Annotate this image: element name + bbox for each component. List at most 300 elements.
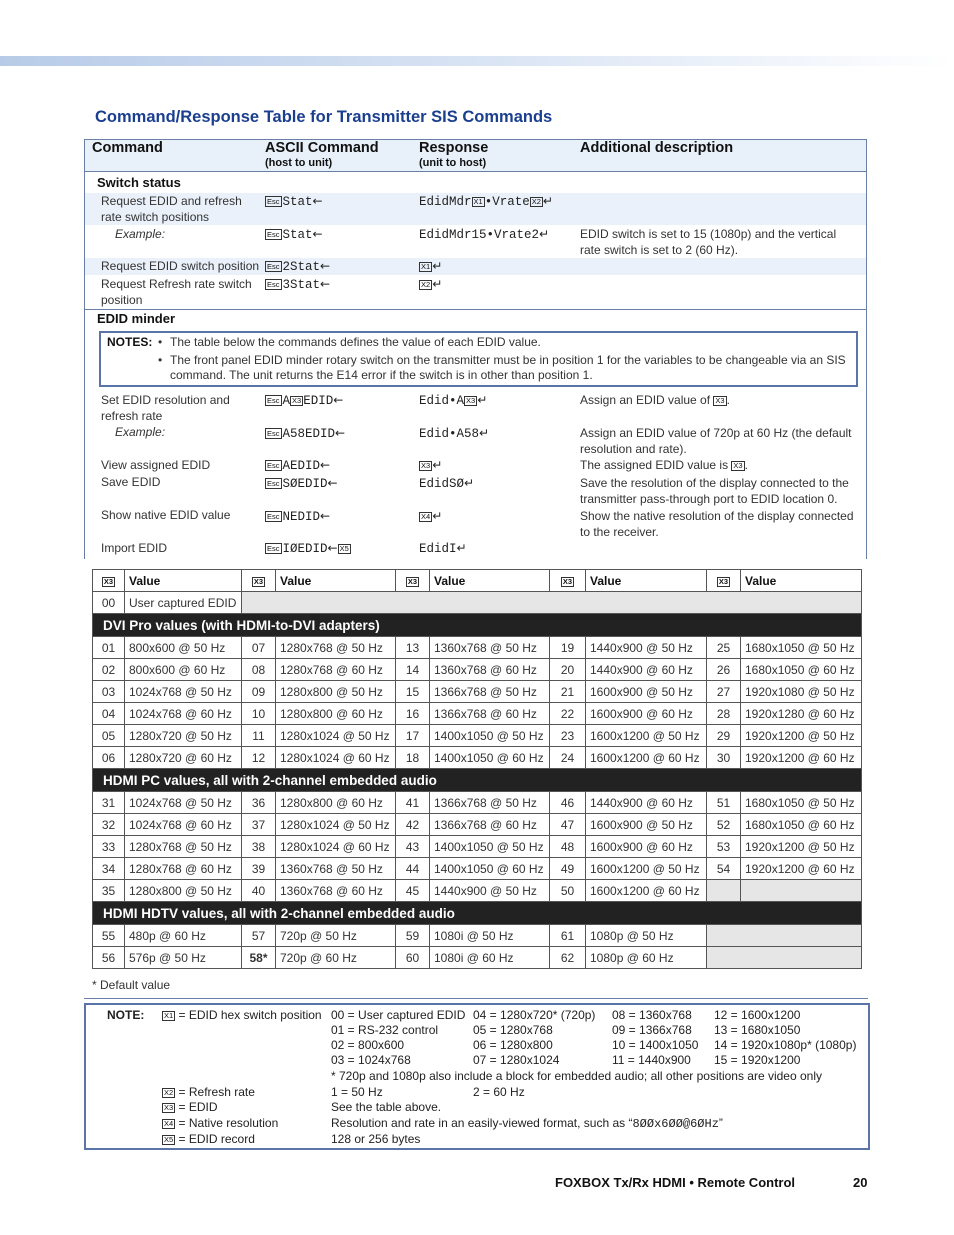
table-cell: 00 [93,592,125,614]
table-cell: 1080p @ 60 Hz [586,947,707,969]
table-cell: 35 [93,880,125,902]
desc-show-native: Show the native resolution of the display connected to the receiver. [580,509,854,539]
example-label: Example: [115,425,166,439]
table-cell: 26 [707,659,741,681]
cmd-view-edid: View assigned EDID [101,458,211,472]
table-cell: 40 [242,880,276,902]
edid-values-table [92,569,862,969]
x3-column-header [550,570,586,592]
response-set-edid: Edid•A X3 ↵ [419,393,488,408]
table-cell: 29 [707,725,741,747]
x2-variable-icon: X2 [164,1088,174,1097]
note-x1-footnote: * 720p and 1080p also include a block for embedded audio; all other positions are video only [331,1069,823,1083]
table-cell: 1600x900 @ 50 Hz [586,814,707,836]
table-cell: 15 [396,681,430,703]
table-cell: 47 [550,814,586,836]
x1-value: 05 = 1280x768 [473,1023,553,1037]
desc-set-edid: Assign an EDID value of X3 . [580,393,730,407]
table-row [93,836,862,858]
table-cell: 21 [550,681,586,703]
table-cell: 1600x900 @ 60 Hz [586,703,707,725]
esc-key-icon: Esc [267,479,280,488]
table-cell: 32 [93,814,125,836]
table-cell: 1920x1280 @ 60 Hz [741,703,862,725]
table-cell: 1600x1200 @ 50 Hz [586,725,707,747]
note-x3-value: See the table above. [331,1100,442,1114]
table-cell: 27 [707,681,741,703]
table-cell: 1920x1200 @ 60 Hz [741,747,862,769]
table-row [93,703,862,725]
table-cell: 1280x768 @ 50 Hz [276,637,396,659]
table-cell: 28 [707,703,741,725]
x1-value: 13 = 1680x1050 [714,1023,801,1037]
response-edidi: EdidI↵ [419,541,467,556]
table-cell: 05 [93,725,125,747]
x1-variable-icon: X1 [421,262,431,271]
esc-key-icon: Esc [267,512,280,521]
x3-variable-icon: X3 [103,576,114,586]
table-cell: 1680x1050 @ 50 Hz [741,637,862,659]
x3-variable-icon: X3 [292,396,302,405]
table-cell: 59 [396,925,430,947]
table-cell: 1024x768 @ 60 Hz [125,703,242,725]
table-cell-empty [707,880,741,902]
table-cell: 576p @ 50 Hz [125,947,242,969]
table-cell: 1280x1024 @ 60 Hz [276,836,396,858]
table-cell: 03 [93,681,125,703]
table-cell: 13 [396,637,430,659]
x1-value: 08 = 1360x768 [612,1008,692,1022]
cmd-request-edid-refresh: Request EDID and refresh rate switch positions [101,194,242,224]
table-cell: 1280x1024 @ 50 Hz [276,725,396,747]
table-cell: 08 [242,659,276,681]
example-label: Example: [115,227,166,241]
header-response-sub: (unit to host) [419,157,487,169]
table-cell: 11 [242,725,276,747]
x3-variable-icon: X3 [421,461,431,470]
note-x5-value: 128 or 256 bytes [331,1132,421,1146]
x2-variable-icon: X2 [421,280,431,289]
table-cell: 62 [550,947,586,969]
left-arrow-icon: ← [320,458,331,472]
table-cell: 06 [93,747,125,769]
esc-key-icon: Esc [267,396,280,405]
enter-icon: ↵ [432,259,443,273]
section-title-hdmi-pc: HDMI PC values, all with 2-channel embedded audio [93,769,862,792]
response-x2 [419,277,442,292]
table-cell: 1366x768 @ 50 Hz [430,681,550,703]
table-cell: 56 [93,947,125,969]
note-x2-value-2: 2 = 60 Hz [473,1085,525,1099]
x1-value: 14 = 1920x1080p* (1080p) [714,1038,857,1052]
table-cell: 52 [707,814,741,836]
table-cell: 1440x900 @ 60 Hz [586,659,707,681]
table-cell: 1024x768 @ 50 Hz [125,792,242,814]
table-cell: 1600x1200 @ 60 Hz [586,880,707,902]
x3-variable-icon: X3 [733,461,743,470]
left-arrow-icon: ← [312,227,323,241]
ascii-3stat: Esc 3Stat← [267,277,331,292]
x1-variable-icon: X1 [473,197,483,206]
table-row [93,814,862,836]
table-cell-empty [741,880,862,902]
table-cell: 46 [550,792,586,814]
x1-value: 04 = 1280x720* (720p) [473,1008,596,1022]
cmd-import-edid: Import EDID [101,541,168,555]
table-cell: 1280x800 @ 60 Hz [276,792,396,814]
x1-value: 06 = 1280x800 [473,1038,553,1052]
table-cell-empty [242,592,862,614]
ascii-nedid: Esc NEDID← [267,509,331,524]
table-cell: 1440x900 @ 50 Hz [586,637,707,659]
table-cell: 22 [550,703,586,725]
table-cell: 720p @ 60 Hz [276,947,396,969]
table-cell: 61 [550,925,586,947]
table-row [93,925,862,947]
value-column-header: Value [430,570,550,592]
x1-variable-icon: X1 [164,1011,174,1020]
x1-value: 09 = 1366x768 [612,1023,692,1037]
table-row [93,858,862,880]
table-cell: 09 [242,681,276,703]
x1-value: 12 = 1600x1200 [714,1008,801,1022]
table-cell: 36 [242,792,276,814]
value-column-header: Value [125,570,242,592]
example-ascii-a58edid: Esc A58EDID← [267,426,346,441]
table-cell: 1400x1050 @ 50 Hz [430,725,550,747]
x1-value: 10 = 1400x1050 [612,1038,699,1052]
table-cell: 1360x768 @ 50 Hz [430,637,550,659]
enter-icon: ↵ [456,541,467,555]
enter-icon: ↵ [542,194,553,208]
x5-variable-icon: X5 [164,1135,174,1144]
dvi-rows [93,637,862,769]
left-arrow-icon: ← [320,259,331,273]
table-cell: 53 [707,836,741,858]
esc-key-icon: Esc [267,197,280,206]
response-x1 [419,259,442,274]
ascii-set-edid: Esc A X3 EDID← [267,393,344,408]
response-edidmdr-vrate: EdidMdr X1 •Vrate X2 ↵ [419,194,553,209]
hdmi-pc-rows [93,792,862,902]
footer-product: FOXBOX Tx/Rx HDMI • Remote Control [555,1175,796,1190]
table-cell: 1680x1050 @ 60 Hz [741,659,862,681]
example-desc-a58: Assign an EDID value of 720p at 60 Hz (the default resolution and rate). [580,426,852,456]
divider [84,998,868,999]
x3-column-header [93,570,125,592]
table-cell: 1600x1200 @ 60 Hz [586,747,707,769]
table-cell: 04 [93,703,125,725]
table-row [93,947,862,969]
left-arrow-icon: ← [333,393,344,407]
table-cell: 1280x768 @ 50 Hz [125,836,242,858]
table-cell: 1366x768 @ 60 Hz [430,814,550,836]
response-edids0: EdidSØ↵ [419,476,475,491]
enter-icon: ↵ [432,458,443,472]
table-row [93,880,862,902]
section-title-dvi: DVI Pro values (with HDMI-to-DVI adapters) [93,614,862,637]
response-x4 [419,509,442,524]
table-cell: 1080i @ 60 Hz [430,947,550,969]
table-cell: 16 [396,703,430,725]
x3-variable-icon: X3 [407,576,418,586]
table-cell: 14 [396,659,430,681]
esc-key-icon: Esc [267,230,280,239]
cmd-request-refresh-switch: Request Refresh rate switch position [101,277,252,307]
table-cell: 33 [93,836,125,858]
top-gradient-bar [0,56,954,66]
table-cell: 1920x1200 @ 60 Hz [741,858,862,880]
x4-variable-icon: X4 [164,1119,174,1128]
ascii-stat: Esc Stat← [267,194,323,209]
table-cell: 01 [93,637,125,659]
header-ascii: ASCII Command [265,140,379,156]
hdtv-rows [93,925,862,969]
table-row [93,659,862,681]
x3-column-header [396,570,430,592]
note-x4-desc: X4 = Native resolution [164,1116,279,1130]
x5-variable-icon: X5 [339,544,349,553]
section-switch-status: Switch status [97,175,181,190]
example-ascii-stat: Esc Stat← [267,227,323,242]
table-cell: 720p @ 50 Hz [276,925,396,947]
example-response-a58: Edid•A58↵ [419,426,490,441]
header-response: Response [419,140,489,156]
section-row-hdtv [93,902,862,925]
table-cell: 25 [707,637,741,659]
table-cell: 19 [550,637,586,659]
table-cell: 30 [707,747,741,769]
table-cell: 1920x1200 @ 50 Hz [741,725,862,747]
table-cell: 58* [242,947,276,969]
value-column-header: Value [276,570,396,592]
table-cell: 1600x900 @ 50 Hz [586,681,707,703]
table-cell-empty [707,925,862,947]
table-cell: 1280x720 @ 50 Hz [125,725,242,747]
left-arrow-icon: ← [320,509,331,523]
table-cell: 1280x800 @ 50 Hz [125,880,242,902]
ascii-s0edid: Esc SØEDID← [267,476,338,491]
table-cell: 1280x720 @ 60 Hz [125,747,242,769]
note-x5-desc: X5 = EDID record [164,1132,255,1146]
table-cell: 1366x768 @ 50 Hz [430,792,550,814]
table-cell: 37 [242,814,276,836]
table-cell: 07 [242,637,276,659]
desc-save-edid: Save the resolution of the display connected to the transmitter pass-through port to EDID location 0. [580,476,849,506]
x1-value: 11 = 1440x900 [612,1053,691,1067]
table-cell: 12 [242,747,276,769]
header-description: Additional description [580,140,734,156]
x1-value: 03 = 1024x768 [331,1053,411,1067]
note-x2-desc: X2 = Refresh rate [164,1085,255,1099]
table-cell: 1024x768 @ 60 Hz [125,814,242,836]
section-title-hdtv: HDMI HDTV values, all with 2-channel embedded audio [93,902,862,925]
table-cell: 20 [550,659,586,681]
section-row-hdmi-pc [93,769,862,792]
example-description: EDID switch is set to 15 (1080p) and the vertical rate switch is set to 2 (60 Hz). [580,227,837,257]
table-cell: 60 [396,947,430,969]
table-cell: 44 [396,858,430,880]
table-cell: 1080i @ 50 Hz [430,925,550,947]
values-header-row [93,570,862,592]
x3-variable-icon: X3 [715,396,725,405]
table-cell: 50 [550,880,586,902]
x1-value: 07 = 1280x1024 [473,1053,560,1067]
table-row [93,747,862,769]
section-edid-minder: EDID minder [97,311,176,326]
cmd-request-edid-switch: Request EDID switch position [101,259,260,273]
table-cell: 1080p @ 50 Hz [586,925,707,947]
table-cell: 17 [396,725,430,747]
table-cell: 1280x1024 @ 50 Hz [276,814,396,836]
table-cell: 1440x900 @ 60 Hz [586,792,707,814]
note-x1-desc: X1 = EDID hex switch position [164,1008,322,1022]
table-row [93,637,862,659]
table-cell: 1360x768 @ 50 Hz [276,858,396,880]
table-cell: 1400x1050 @ 60 Hz [430,747,550,769]
left-arrow-icon: ← [327,476,338,490]
x1-value: 15 = 1920x1200 [714,1053,801,1067]
x2-variable-icon: X2 [531,197,541,206]
table-cell: 1280x800 @ 50 Hz [276,681,396,703]
table-cell: 1366x768 @ 60 Hz [430,703,550,725]
table-cell: 1400x1050 @ 60 Hz [430,858,550,880]
table-cell: 800x600 @ 60 Hz [125,659,242,681]
table-cell: 1024x768 @ 50 Hz [125,681,242,703]
x3-column-header [707,570,741,592]
table-cell: 41 [396,792,430,814]
x3-column-header [242,570,276,592]
table-cell: User captured EDID [125,592,242,614]
table-cell: 1920x1080 @ 50 Hz [741,681,862,703]
table-cell: 51 [707,792,741,814]
cmd-set-edid: Set EDID resolution and refresh rate [101,393,230,423]
table-cell: 1680x1050 @ 50 Hz [741,792,862,814]
note-bullet: • [158,353,163,367]
table-cell: 1600x1200 @ 50 Hz [586,858,707,880]
table-row [93,792,862,814]
esc-key-icon: Esc [267,262,280,271]
table-cell: 1280x768 @ 60 Hz [276,659,396,681]
x3-variable-icon: X3 [562,576,573,586]
table-cell: 55 [93,925,125,947]
table-cell: 31 [93,792,125,814]
note-2: The front panel EDID minder rotary switch on the transmitter must be in position 1 for the variables to be changeable via an SIS command. The unit returns the E14 error if the switch is in other than position 1. [170,353,846,382]
table-cell: 38 [242,836,276,858]
left-arrow-icon: ← [327,541,338,555]
table-row [93,725,862,747]
x3-variable-icon: X3 [253,576,264,586]
section-row-dvi [93,614,862,637]
esc-key-icon: Esc [267,544,280,553]
table-cell: 57 [242,925,276,947]
value-column-header: Value [741,570,862,592]
table-cell: 54 [707,858,741,880]
page-title: Command/Response Table for Transmitter SIS Commands [95,108,553,126]
note-1: The table below the commands defines the value of each EDID value. [170,335,541,349]
table-row [93,592,862,614]
esc-key-icon: Esc [267,429,280,438]
desc-view-edid: The assigned EDID value is X3 . [580,458,748,472]
left-arrow-icon: ← [335,426,346,440]
enter-icon: ↵ [479,426,490,440]
cmd-show-native: Show native EDID value [101,508,231,522]
table-cell: 1440x900 @ 50 Hz [430,880,550,902]
table-cell: 42 [396,814,430,836]
table-cell: 1360x768 @ 60 Hz [276,880,396,902]
enter-icon: ↵ [464,476,475,490]
table-cell: 1600x900 @ 60 Hz [586,836,707,858]
table-cell: 23 [550,725,586,747]
table-cell: 1280x768 @ 60 Hz [125,858,242,880]
table-cell: 24 [550,747,586,769]
response-x3 [419,458,442,473]
x3-variable-icon: X3 [466,396,476,405]
ascii-i0edid: Esc IØEDID← X5 [267,541,349,556]
enter-icon: ↵ [432,277,443,291]
table-cell: 480p @ 60 Hz [125,925,242,947]
table-cell-empty [707,947,862,969]
header-ascii-sub: (host to unit) [265,157,333,169]
table-cell: 10 [242,703,276,725]
table-cell: 1680x1050 @ 60 Hz [741,814,862,836]
x1-value: 01 = RS-232 control [331,1023,439,1037]
enter-icon: ↵ [477,393,488,407]
table-cell: 1400x1050 @ 50 Hz [430,836,550,858]
table-cell: 39 [242,858,276,880]
left-arrow-icon: ← [312,194,323,208]
x1-value: 00 = User captured EDID [331,1008,466,1022]
note-label: NOTE: [107,1008,145,1022]
table-row [93,681,862,703]
header-command: Command [92,140,163,156]
table-cell: 02 [93,659,125,681]
x3-variable-icon: X3 [718,576,729,586]
note-x2-value-1: 1 = 50 Hz [331,1085,383,1099]
ascii-2stat: Esc 2Stat← [267,259,331,274]
table-cell: 49 [550,858,586,880]
ascii-aedid: Esc AEDID← [267,458,331,473]
table-cell: 34 [93,858,125,880]
enter-icon: ↵ [539,227,550,241]
x1-value: 02 = 800x600 [331,1038,405,1052]
value-column-header: Value [586,570,707,592]
note-x3-desc: X3 = EDID [164,1100,218,1114]
table-cell: 48 [550,836,586,858]
table-cell: 1360x768 @ 60 Hz [430,659,550,681]
table-cell: 45 [396,880,430,902]
table-cell: 800x600 @ 50 Hz [125,637,242,659]
table-cell: 1280x800 @ 60 Hz [276,703,396,725]
x3-variable-icon: X3 [164,1103,174,1112]
esc-key-icon: Esc [267,461,280,470]
table-cell: 1280x1024 @ 60 Hz [276,747,396,769]
table-cell: 18 [396,747,430,769]
left-arrow-icon: ← [320,277,331,291]
footnote-default: * Default value [92,978,171,992]
note-bullet: • [158,335,163,349]
cmd-save-edid: Save EDID [101,475,161,489]
notes-label: NOTES: [107,335,153,349]
esc-key-icon: Esc [267,280,280,289]
example-response: EdidMdr15•Vrate2↵ [419,227,550,242]
table-cell: 1920x1200 @ 50 Hz [741,836,862,858]
enter-icon: ↵ [432,509,443,523]
section-divider [84,309,867,310]
footer-page-number: 20 [853,1175,868,1190]
note-x4-value: Resolution and rate in an easily-viewed format, such as “8ØØx6ØØ@6ØHz” [331,1116,723,1131]
table-cell: 43 [396,836,430,858]
